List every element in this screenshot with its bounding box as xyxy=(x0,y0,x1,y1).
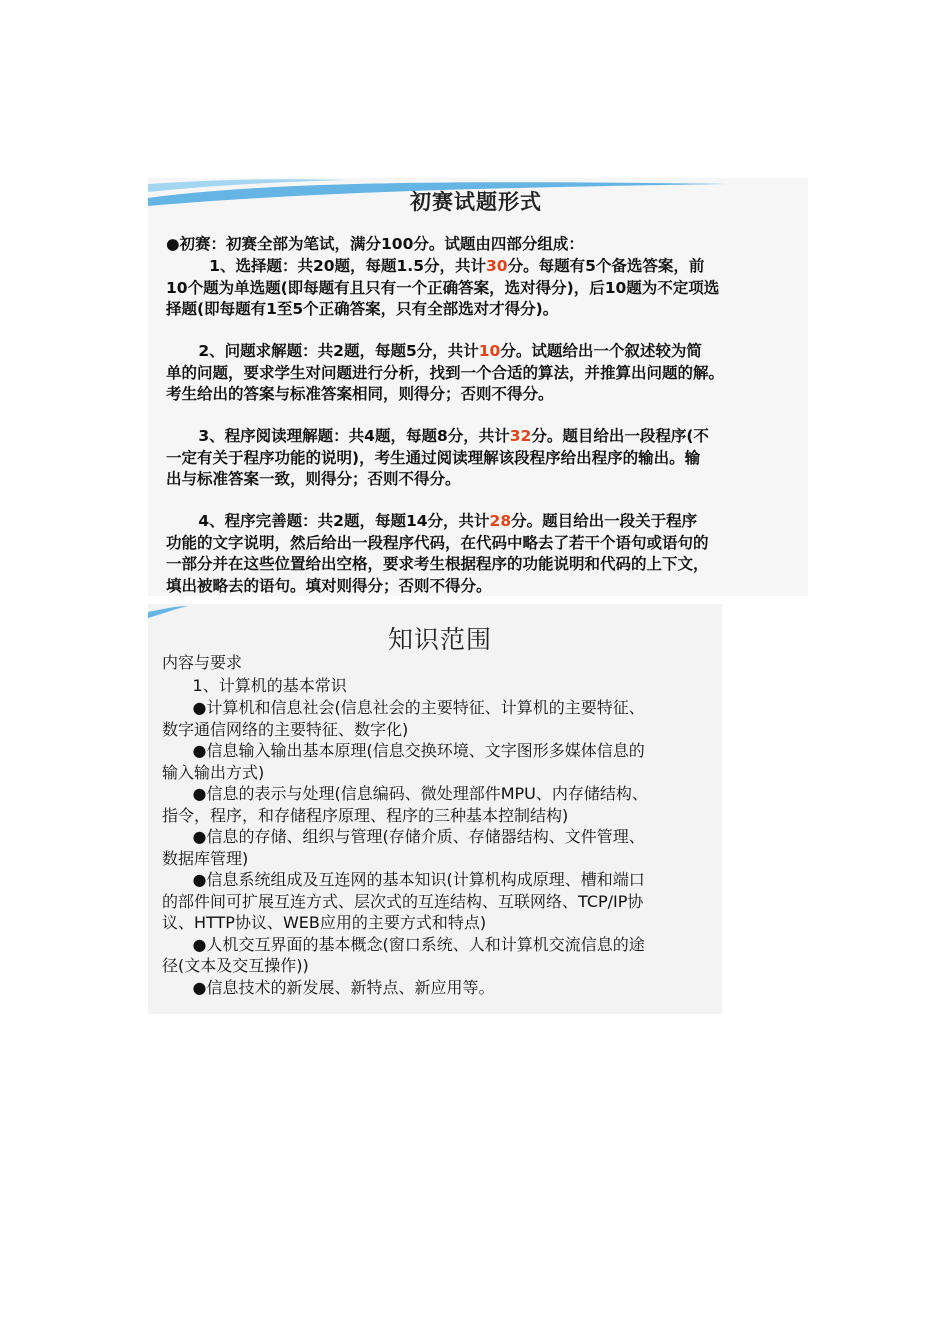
list-item: 径(文本及交互操作)) xyxy=(162,956,309,975)
knowledge-scope-panel xyxy=(148,604,722,1014)
exam-intro-text: ●初赛：初赛全部为笔试，满分100分。试题由四部分组成： xyxy=(166,235,584,253)
list-item: ●信息的表示与处理(信息编码、微处理部件MPU、内存储结构、 xyxy=(162,784,648,803)
list-item: ●信息技术的新发展、新特点、新应用等。 xyxy=(162,977,495,997)
list-item: ●计算机和信息社会(信息社会的主要特征、计算机的主要特征、 xyxy=(162,698,645,717)
part1-paragraph: 1、选择题：共20题，每题1.5分，共计30分。每题有5个备选答案，前 10个题为单选题(即每题有且只有一个正确答案，选对得分)，后10题为不定项选 择题(即每题有1至5个正确答案，只有全部选对才得分)。 xyxy=(166,257,720,318)
part4-score: 28 xyxy=(489,512,512,530)
list-item: 输入输出方式) xyxy=(162,762,265,782)
part3-score: 32 xyxy=(509,427,532,445)
section-title-exam-format: 初赛试题形式 xyxy=(410,189,542,214)
part1-score: 30 xyxy=(485,257,508,275)
list-item: ●信息系统组成及互连网的基本知识(计算机构成原理、槽和端口 xyxy=(162,870,645,889)
list-item: 数字通信网络的主要特征、数字化) xyxy=(162,719,409,739)
list-item: 数据库管理) xyxy=(162,848,249,868)
exam-format-panel xyxy=(148,178,808,596)
part3-paragraph: 3、程序阅读理解题：共4题，每题8分，共计32分。题目给出一段程序(不 一定有关于程序功能的说明)，考生通过阅读理解该段程序给出程序的输出。输 出与标准答案一致，则得分；否则不得分。 xyxy=(166,427,709,488)
list-item: 指令，程序，和存储程序原理、程序的三种基本控制结构) xyxy=(162,805,569,825)
part4-paragraph: 4、程序完善题：共2题，每题14分，共计28分。题目给出一段关于程序 功能的文字说明，然后给出一段程序代码，在代码中略去了若干个语句或语句的 一部分并在这些位置给出空格，要求考生根据程序的功能说明和代码的上下文， 填出被略去的语句。填对则得分；否则不得分。 xyxy=(166,512,709,595)
list-item: 议、HTTP协议、WEB应用的主要方式和特点) xyxy=(162,913,487,932)
list-item: ●信息输入输出基本原理(信息交换环境、文字图形多媒体信息的 xyxy=(162,741,645,760)
part2-paragraph: 2、问题求解题：共2题，每题5分，共计10分。试题给出一个叙述较为简 单的问题，要求学生对问题进行分析，找到一个合适的算法，并推算出问题的解。 考生给出的答案与标准答案相同，则得分；否则不得分。 xyxy=(166,342,725,403)
content-requirements-heading: 内容与要求 xyxy=(162,653,243,672)
knowledge-item-1: 1、计算机的基本常识 xyxy=(162,676,347,695)
knowledge-item-list xyxy=(162,697,648,998)
list-item: ●人机交互界面的基本概念(窗口系统、人和计算机交流信息的途 xyxy=(162,934,645,954)
decorative-swoosh-icon xyxy=(148,604,348,624)
list-item: 的部件间可扩展互连方式、层次式的互连结构、互联网络、TCP/IP协 xyxy=(162,891,644,911)
section-title-knowledge-scope: 知识范围 xyxy=(388,625,493,654)
list-item: ●信息的存储、组织与管理(存储介质、存储器结构、文件管理、 xyxy=(162,827,645,846)
part2-score: 10 xyxy=(478,342,501,360)
